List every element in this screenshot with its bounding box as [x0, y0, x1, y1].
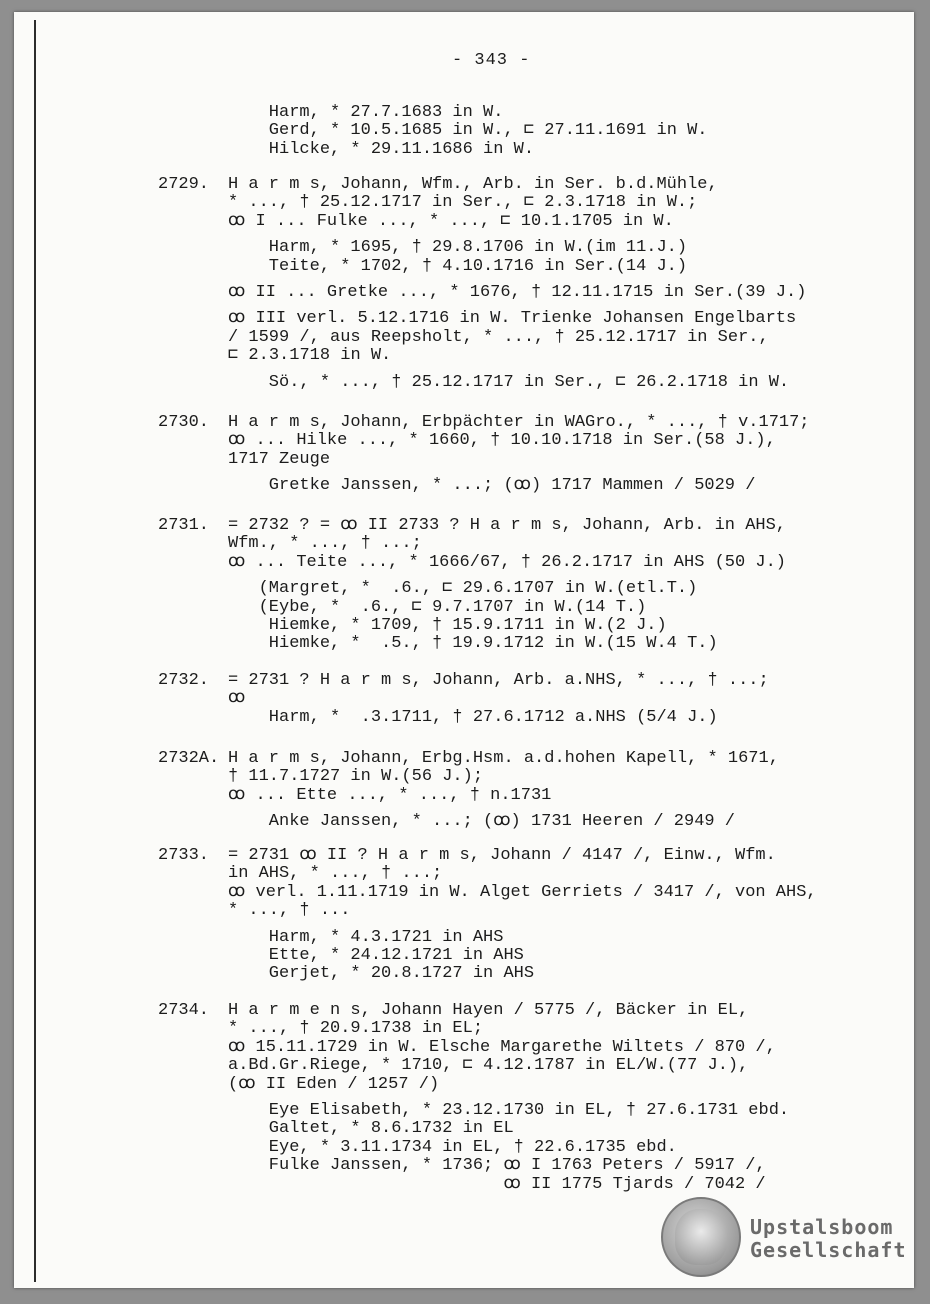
text-line: Hiemke, * .5., † 19.9.1712 in W.(15 W.4 T.) — [228, 634, 718, 654]
text-line: Harm, * 27.7.1683 in W. — [228, 103, 504, 122]
entry-number: 2733. — [158, 846, 210, 865]
text-line: (ꝏ II Eden / 1257 /) — [228, 1074, 440, 1094]
seal-icon — [661, 1197, 741, 1277]
text-line: = 2731 ? H a r m s, Johann, Arb. a.NHS, * ..., † ...; — [228, 671, 769, 690]
text-line: ꝏ ... Teite ..., * 1666/67, † 26.2.1717 in AHS (50 J.) — [228, 552, 787, 572]
entry-block — [158, 846, 908, 984]
entry-block — [158, 671, 908, 727]
text-line: ꝏ 15.11.1729 in W. Elsche Margarethe Wiltets / 870 /, — [228, 1037, 776, 1057]
text-line: Gerjet, * 20.8.1727 in AHS — [228, 964, 535, 984]
entry-block — [158, 413, 908, 496]
page-content — [14, 12, 914, 1288]
entry-block — [158, 749, 908, 832]
text-line: Gretke Janssen, * ...; (ꝏ) 1717 Mammen / 5029 / — [228, 476, 756, 496]
text-line: / 1599 /, aus Reepsholt, * ..., † 25.12.1717 in Ser., — [228, 327, 769, 347]
publisher-logo — [750, 1216, 907, 1262]
text-line: Galtet, * 8.6.1732 in EL — [228, 1119, 514, 1139]
text-line: (Margret, * .6., ⊏ 29.6.1707 in W.(etl.T.) — [228, 579, 698, 599]
text-line: * ..., † 20.9.1738 in EL; — [228, 1019, 484, 1039]
logo-line-1: Upstalsboom — [750, 1215, 894, 1239]
text-line: ⊏ 2.3.1718 in W. — [228, 346, 392, 366]
text-line: * ..., † ... — [228, 901, 351, 921]
text-line: Hiemke, * 1709, † 15.9.1711 in W.(2 J.) — [228, 615, 667, 635]
entry-number: 2732. — [158, 671, 210, 690]
text-line: ꝏ ... Ette ..., * ..., † n.1731 — [228, 785, 552, 805]
text-line: H a r m s, Johann, Wfm., Arb. in Ser. b.d.Mühle, — [228, 175, 718, 194]
text-line: = 2732 ? = ꝏ II 2733 ? H a r m s, Johann, Arb. in AHS, — [228, 516, 787, 535]
text-line: * ..., † 25.12.1717 in Ser., ⊏ 2.3.1718 in W.; — [228, 193, 698, 213]
text-line: ꝏ I ... Fulke ..., * ..., ⊏ 10.1.1705 in W. — [228, 211, 674, 231]
text-line: a.Bd.Gr.Riege, * 1710, ⊏ 4.12.1787 in EL/W.(77 J.), — [228, 1056, 749, 1076]
entry-number: 2734. — [158, 1001, 210, 1020]
page-number: - 343 - — [452, 51, 531, 70]
text-line: Eye Elisabeth, * 23.12.1730 in EL, † 27.6.1731 ebd. — [228, 1100, 790, 1120]
text-line: Gerd, * 10.5.1685 in W., ⊏ 27.11.1691 in W. — [228, 121, 708, 141]
entry-number: 2731. — [158, 516, 210, 535]
entry-block — [158, 516, 908, 654]
entry-number: 2729. — [158, 175, 210, 194]
text-line: Harm, * .3.1711, † 27.6.1712 a.NHS (5/4 J.) — [228, 707, 718, 727]
text-line: Wfm., * ..., † ...; — [228, 534, 422, 554]
text-line: H a r m s, Johann, Erbg.Hsm. a.d.hohen Kapell, * 1671, — [228, 749, 779, 768]
entry-block — [158, 175, 908, 392]
text-line: Ette, * 24.12.1721 in AHS — [228, 945, 524, 965]
text-line: Anke Janssen, * ...; (ꝏ) 1731 Heeren / 2949 / — [228, 812, 735, 832]
entry-number: 2730. — [158, 413, 210, 432]
text-line: ꝏ ... Hilke ..., * 1660, † 10.10.1718 in Ser.(58 J.), — [228, 431, 776, 451]
text-line: Hilcke, * 29.11.1686 in W. — [228, 139, 535, 159]
text-line: = 2731 ꝏ II ? H a r m s, Johann / 4147 /, Einw., Wfm. — [228, 846, 776, 865]
text-line: H a r m e n s, Johann Hayen / 5775 /, Bäcker in EL, — [228, 1001, 749, 1020]
text-line: in AHS, * ..., † ...; — [228, 864, 443, 884]
text-line: ꝏ — [228, 689, 246, 709]
text-line: ꝏ verl. 1.11.1719 in W. Alget Gerriets / 3417 /, von AHS, — [228, 882, 817, 902]
text-line: Fulke Janssen, * 1736; ꝏ I 1763 Peters / 5917 /, — [228, 1156, 766, 1176]
text-line: Sö., * ..., † 25.12.1717 in Ser., ⊏ 26.2.1718 in W. — [228, 372, 790, 392]
entry-block — [158, 1001, 908, 1194]
text-line: (Eybe, * .6., ⊏ 9.7.1707 in W.(14 T.) — [228, 597, 647, 617]
text-line: ꝏ III verl. 5.12.1716 in W. Trienke Johansen Engelbarts — [228, 309, 797, 329]
text-line: Harm, * 4.3.1721 in AHS — [228, 927, 504, 947]
text-line: Harm, * 1695, † 29.8.1706 in W.(im 11.J.) — [228, 238, 688, 258]
text-line: Teite, * 1702, † 4.10.1716 in Ser.(14 J.) — [228, 256, 688, 276]
text-line: H a r m s, Johann, Erbpächter in WAGro., * ..., † v.1717; — [228, 413, 810, 432]
text-line: Eye, * 3.11.1734 in EL, † 22.6.1735 ebd. — [228, 1137, 677, 1157]
entry-number: 2732A. — [158, 749, 220, 768]
text-line: 1717 Zeuge — [228, 449, 331, 469]
text-line: ꝏ II 1775 Tjards / 7042 / — [228, 1174, 766, 1194]
entry-block — [228, 104, 908, 159]
text-line: † 11.7.1727 in W.(56 J.); — [228, 767, 484, 787]
text-line: ꝏ II ... Gretke ..., * 1676, † 12.11.1715 in Ser.(39 J.) — [228, 282, 807, 302]
document-page — [14, 12, 914, 1288]
logo-line-2: Gesellschaft — [750, 1238, 907, 1262]
